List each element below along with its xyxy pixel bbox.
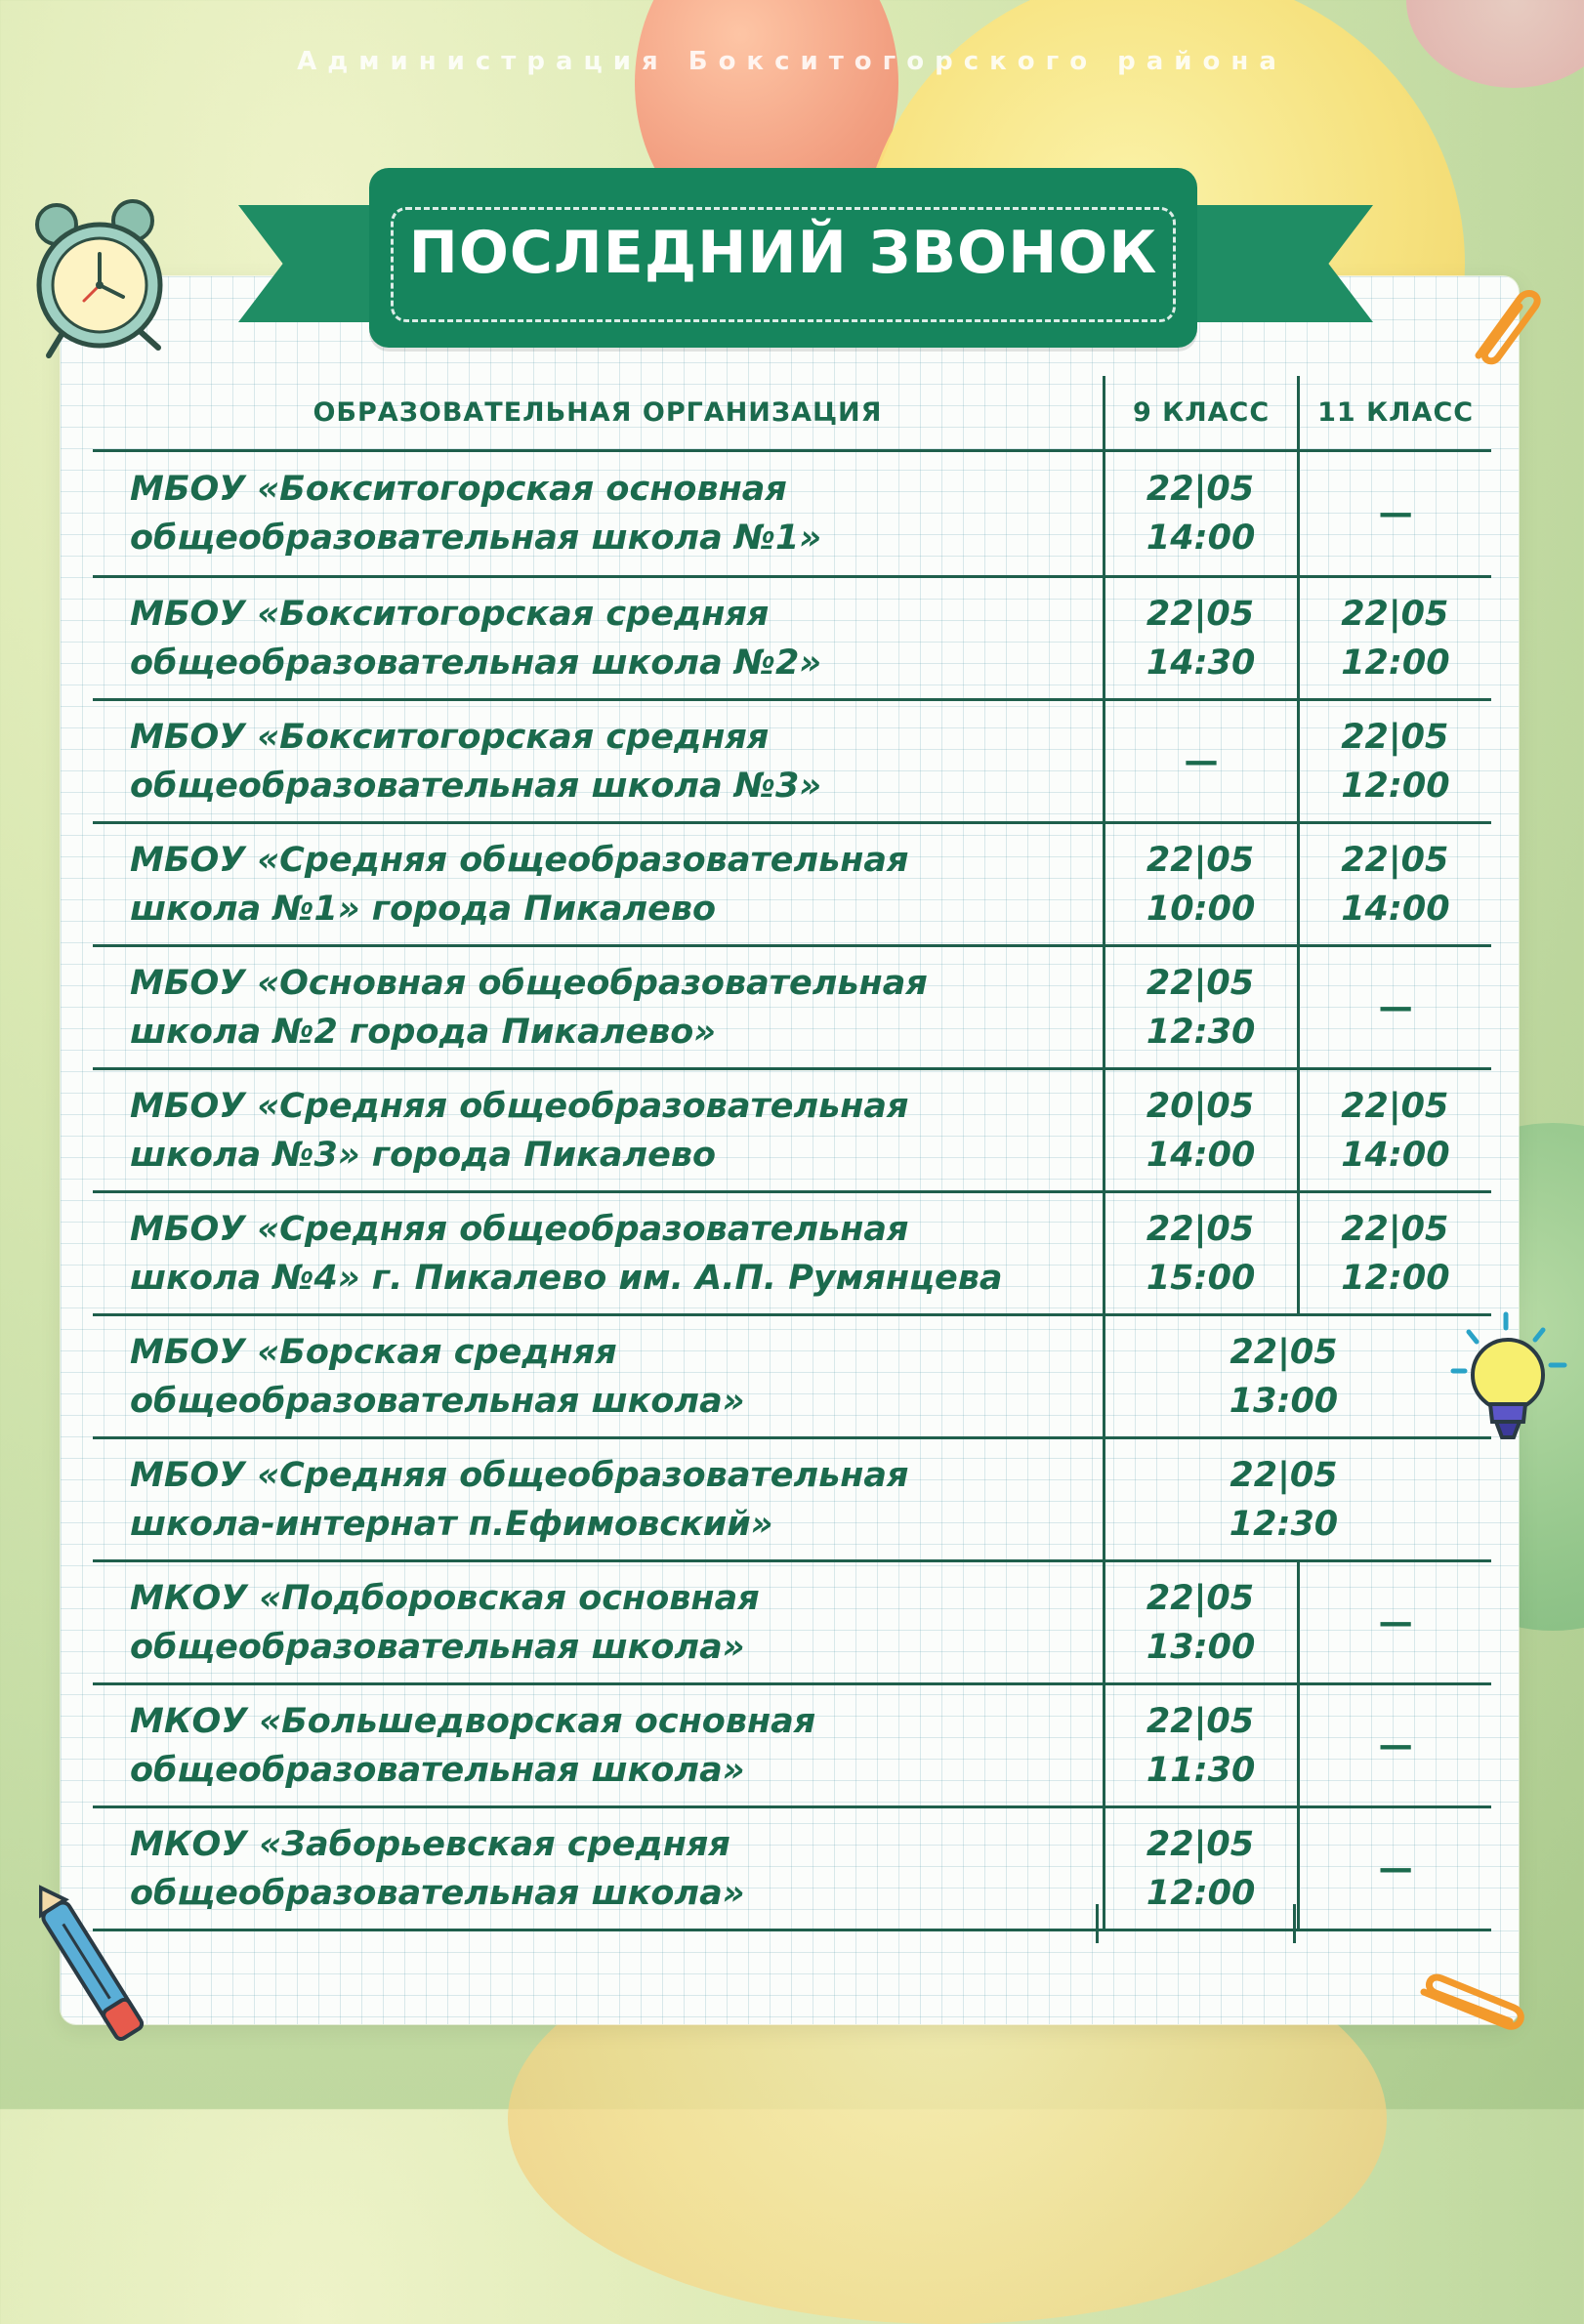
grade9-time: 22|05 15:00: [1104, 1192, 1298, 1315]
table-row: [93, 1684, 1491, 1807]
table-row: [93, 946, 1491, 1069]
org-name: МБОУ «Средняя общеобразовательная школа №4» г. Пикалево им. А.П. Румянцева: [93, 1192, 1104, 1315]
ribbon-tail-right: [1188, 205, 1373, 322]
grade9-time: 22|05 13:00: [1104, 1561, 1298, 1684]
grade11-time: —: [1299, 1561, 1491, 1684]
org-name: МБОУ «Средняя общеобразовательная школа-интернат п.Ефимовский»: [93, 1438, 1104, 1561]
paperclip-icon: [1459, 277, 1547, 375]
table-row: [93, 451, 1491, 577]
org-name: МКОУ «Подборовская основная общеобразовательная школа»: [93, 1561, 1104, 1684]
table-row: [93, 577, 1491, 700]
org-name: МКОУ «Заборьевская средняя общеобразовательная школа»: [93, 1807, 1104, 1930]
grade9-time: 22|05 14:30: [1104, 577, 1298, 700]
table-header-row: [93, 376, 1491, 451]
grade11-time: 22|05 12:00: [1299, 577, 1491, 700]
both-grades-time: 22|05 13:00: [1104, 1315, 1491, 1438]
both-grades-time: 22|05 12:30: [1104, 1438, 1491, 1561]
ribbon-banner: [369, 168, 1197, 348]
grade11-time: 22|05 12:00: [1299, 700, 1491, 823]
schedule-table: [93, 376, 1491, 1931]
org-name: МБОУ «Бокситогорская средняя общеобразовательная школа №2»: [93, 577, 1104, 700]
org-name: МБОУ «Средняя общеобразовательная школа №1» города Пикалево: [93, 823, 1104, 946]
header-grade11: 11 КЛАСС: [1299, 376, 1491, 451]
grade9-time: 22|05 12:00: [1104, 1807, 1298, 1930]
grade9-time: 22|05 12:30: [1104, 946, 1298, 1069]
table-row: [93, 1561, 1491, 1684]
grade11-time: —: [1299, 451, 1491, 577]
table-row: [93, 1315, 1491, 1438]
table-row: [93, 1807, 1491, 1930]
administration-title: Администрация Бокситогорского района: [297, 47, 1287, 76]
org-name: МБОУ «Основная общеобразовательная школа №2 города Пикалево»: [93, 946, 1104, 1069]
grade9-time: 22|05 11:30: [1104, 1684, 1298, 1807]
header-grade9: 9 КЛАСС: [1104, 376, 1298, 451]
column-divider-tail: [1096, 1904, 1099, 1943]
table-row: [93, 700, 1491, 823]
org-name: МБОУ «Борская средняя общеобразовательная школа»: [93, 1315, 1104, 1438]
grade11-time: 22|05 12:00: [1299, 1192, 1491, 1315]
grade11-time: —: [1299, 946, 1491, 1069]
alarm-clock-icon: [14, 191, 180, 367]
grade11-time: —: [1299, 1807, 1491, 1930]
grade9-time: 22|05 10:00: [1104, 823, 1298, 946]
grade9-time: —: [1104, 700, 1298, 823]
org-name: МБОУ «Средняя общеобразовательная школа №3» города Пикалево: [93, 1069, 1104, 1192]
grade11-time: —: [1299, 1684, 1491, 1807]
column-divider-tail: [1293, 1904, 1296, 1943]
paperclip-icon: [1412, 1963, 1539, 2051]
header-org: ОБРАЗОВАТЕЛЬНАЯ ОРГАНИЗАЦИЯ: [313, 397, 883, 428]
table-row: [93, 1192, 1491, 1315]
title-ribbon: [234, 166, 1377, 352]
page-title: ПОСЛЕДНИЙ ЗВОНОК: [408, 219, 1158, 287]
grade9-time: 22|05 14:00: [1104, 451, 1298, 577]
grade9-time: 20|05 14:00: [1104, 1069, 1298, 1192]
table-row: [93, 1438, 1491, 1561]
table-row: [93, 823, 1491, 946]
grade11-time: 22|05 14:00: [1299, 823, 1491, 946]
org-name: МКОУ «Большедворская основная общеобразовательная школа»: [93, 1684, 1104, 1807]
table-row: [93, 1069, 1491, 1192]
org-name: МБОУ «Бокситогорская средняя общеобразовательная школа №3»: [93, 700, 1104, 823]
grade11-time: 22|05 14:00: [1299, 1069, 1491, 1192]
org-name: МБОУ «Бокситогорская основная общеобразовательная школа №1»: [93, 451, 1104, 577]
